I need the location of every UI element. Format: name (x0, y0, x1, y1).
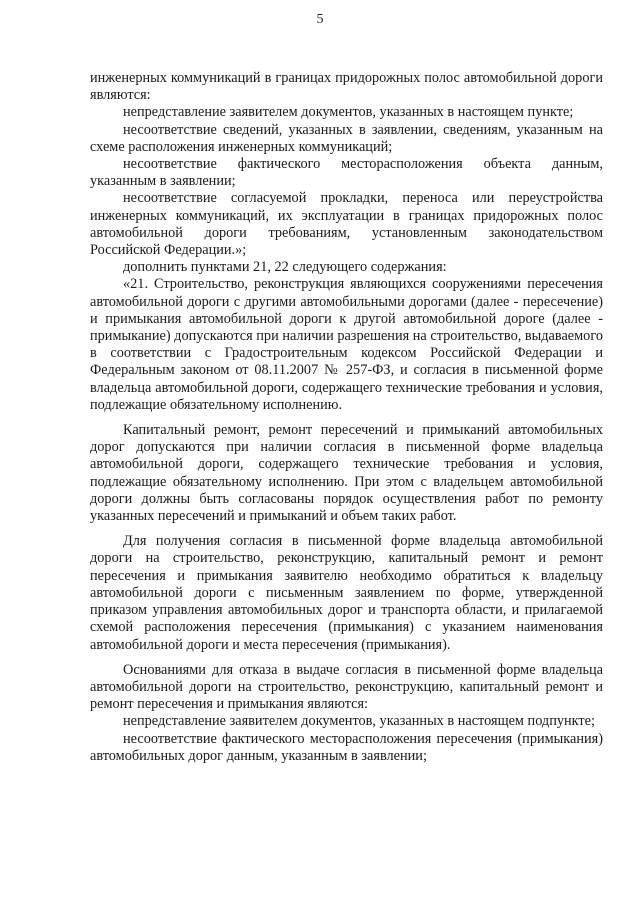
paragraph: «21. Строительство, реконструкция являющихся сооружениями пересечения автомобильной дороги с другими автомобильными дорогами (далее - пересечение) и примыкания автомобильной дороги к другой автомобильной дороге (далее - примыкание) допускаются при наличии разрешения на строительство, выдаваемого в соответствии с Градостроительным кодексом Российской Федерации и Федеральным законом от 08.11.2007 № 257-ФЗ, и согласия в письменной форме владельца автомобильной дороги, содержащего технические требования и условия, подлежащие обязательному исполнению. (90, 276, 603, 413)
paragraph: инженерных коммуникаций в границах придорожных полос автомобильной дороги являются: (90, 70, 603, 104)
paragraph: непредставление заявителем документов, указанных в настоящем пункте; (123, 104, 574, 121)
paragraph: несоответствие согласуемой прокладки, переноса или переустройства инженерных коммуникаций, их эксплуатации в границах придорожных полос автомобильной дороги требованиям, установленным законодательством Российской Федерации.»; (90, 190, 603, 259)
paragraph: несоответствие фактического месторасположения пересечения (примыкания) автомобильных дорог данным, указанным в заявлении; (90, 730, 603, 764)
paragraph: несоответствие фактического месторасположения объекта данным, указанным в заявлении; (90, 156, 603, 190)
paragraph: Основаниями для отказа в выдаче согласия в письменной форме владельца автомобильной дороги на строительство, реконструкцию, капитальный ремонт и ремонт пересечения и примыкания являются: (90, 661, 603, 713)
paragraph: Капитальный ремонт, ремонт пересечений и примыканий автомобильных дорог допускаются при наличии согласия в письменной форме владельца автомобильной дороги, содержащего технические требования и условия, подлежащие обязательному исполнению. При этом с владельцем автомобильной дороги должны быть согласованы порядок осуществления работ по ремонту указанных пересечений и примыканий и объем таких работ. (90, 422, 603, 525)
document-body (90, 70, 603, 765)
paragraph: несоответствие сведений, указанных в заявлении, сведениям, указанным на схеме расположения инженерных коммуникаций; (90, 121, 603, 155)
paragraph: дополнить пунктами 21, 22 следующего содержания: (123, 259, 447, 276)
paragraph: Для получения согласия в письменной форме владельца автомобильной дороги на строительство, реконструкцию, капитальный ремонт и ремонт пересечения и примыкания заявителю необходимо обратиться к владельцу автомобильной дороги с письменным заявлением по форме, утвержденной приказом управления автомобильных дорог и транспорта области, и прилагаемой схемой расположения пересечения (примыкания) с указанием наименования автомобильной дороги и места пересечения (примыкания). (90, 533, 603, 653)
paragraph: непредставление заявителем документов, указанных в настоящем подпункте; (123, 713, 595, 730)
page-number: 5 (316, 12, 324, 27)
